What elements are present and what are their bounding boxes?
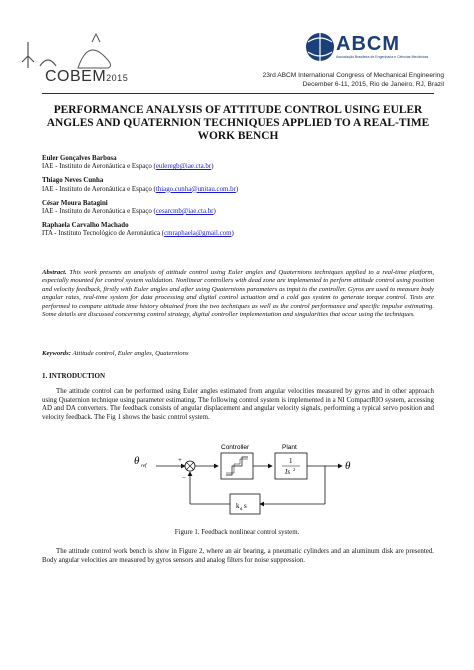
- author-email-link[interactable]: cesarcmb@iae.cta.br: [155, 207, 214, 215]
- author-name: Raphaela Carvalho Machado: [42, 221, 129, 229]
- author-email-link[interactable]: euleregb@iae.cta.br: [155, 163, 212, 171]
- header-rule: [42, 93, 434, 94]
- plus-sign: +: [178, 456, 182, 464]
- abcm-logo-subtitle: Associação Brasileira de Engenharia e Ciências Mecânicas: [336, 55, 429, 59]
- author-name: Euler Gonçalves Barbosa: [42, 155, 117, 162]
- abstract: [42, 269, 434, 319]
- input-sub: ref: [141, 464, 147, 469]
- keywords-text: Attitude control, Euler angles, Quaternions: [70, 350, 189, 357]
- plant-numerator: 1: [289, 457, 293, 465]
- author-entry: [42, 200, 434, 216]
- figure-caption: Figure 1. Feedback nonlinear control system.: [174, 529, 300, 536]
- authors-block: [42, 155, 434, 244]
- author-affiliation: ITA - Instituto Tecnológico de Aeronáutica (cmraphaela@gmail.com): [42, 230, 234, 238]
- body-paragraph: The attitude control can be performed using Euler angles estimated from angular velocities measured by gyros and in other approach using Quaternion technique using parameter estimating. The following control system is implemented in a NI CompactRIO system, accessing AD and DA converters. The feedback consists of angular displacement and angular velocity signals, performing a typical servo position and velocity feedback. The Fig 1 shows the basic control system.: [42, 388, 434, 421]
- conference-info: [263, 72, 444, 89]
- keywords: [42, 350, 434, 357]
- author-affiliation: IAE - Instituto de Aeronáutica e Espaço (euleregb@iae.cta.br): [42, 163, 214, 171]
- plant-exponent: 2: [293, 467, 296, 472]
- cobem-logo-year: 2015: [106, 73, 129, 83]
- input-theta-ref: θ: [134, 455, 140, 467]
- keywords-label: Keywords:: [42, 350, 71, 357]
- paper-title: PERFORMANCE ANALYSIS OF ATTITUDE CONTROL USING EULER ANGLES AND QUATERNION TECHNIQUES APPLIED TO A REAL-TIME WORK BENCH: [46, 104, 430, 142]
- abstract-text: This work presents an analysis of attitude control using Euler angles and Quaternions techniques applied to a real-time platform, especially mounted for control system validation. Nonlinear controllers with dead zone are implemented to perform attitude control using position and velocity feedback, firstly with Euler angles and after using Quaternions parameters as input to the controller. Gyros are used to measure body angular rates, real-time system for data processing and digital control actuation and a cold gas system to generate torque control. Tests are performed to compare attitude time history obtained from the two techniques as well as the control performance and specific impulse estimating. Some details are discussed concerning control strategy, digital controller implementation and singularities that occur using the techniques.: [42, 269, 434, 319]
- author-affiliation: IAE - Instituto de Aeronáutica e Espaço (thiago.cunha@unitau.com.br): [42, 185, 239, 193]
- plant-denominator: Is: [285, 468, 291, 476]
- body-paragraph: The attitude control work bench is show in Figure 2, where an air bearing, a pneumatic cylinders and an aluminum disk are presented. Body angular velocities are measured by gyros sensors and analog filters for noise suppression.: [42, 548, 434, 564]
- conference-line1: 23rd ABCM International Congress of Mechanical Engineering: [262, 72, 444, 79]
- controller-label: Controller: [221, 444, 250, 451]
- author-name: Thiago Neves Cunha: [42, 177, 104, 185]
- control-block-diagram: [130, 438, 360, 526]
- author-entry: [42, 222, 434, 238]
- conference-line2: December 6-11, 2015, Rio de Janeiro, RJ, Brazil: [302, 80, 444, 88]
- abcm-logo-text: ABCM: [336, 33, 400, 55]
- feedback-s: s: [244, 502, 247, 510]
- feedback-sub: d: [240, 506, 243, 511]
- author-name: César Moura Batagini: [42, 199, 108, 207]
- cobem-logo-text: COBEM: [45, 68, 107, 85]
- plant-label: Plant: [282, 444, 297, 451]
- feedback-gain: k: [236, 502, 240, 510]
- minus-sign: −: [182, 474, 186, 482]
- abstract-label: Abstract.: [42, 269, 67, 276]
- section-heading: 1. INTRODUCTION: [42, 372, 106, 380]
- author-entry: [42, 177, 434, 193]
- output-theta: θ: [345, 460, 351, 472]
- author-entry: [42, 155, 434, 171]
- author-email-link[interactable]: thiago.cunha@unitau.com.br: [155, 185, 236, 193]
- author-email-link[interactable]: cmraphaela@gmail.com: [164, 230, 232, 238]
- cobem-wordmark: [45, 68, 128, 86]
- author-affiliation: IAE - Instituto de Aeronáutica e Espaço (cesarcmb@iae.cta.br): [42, 207, 216, 215]
